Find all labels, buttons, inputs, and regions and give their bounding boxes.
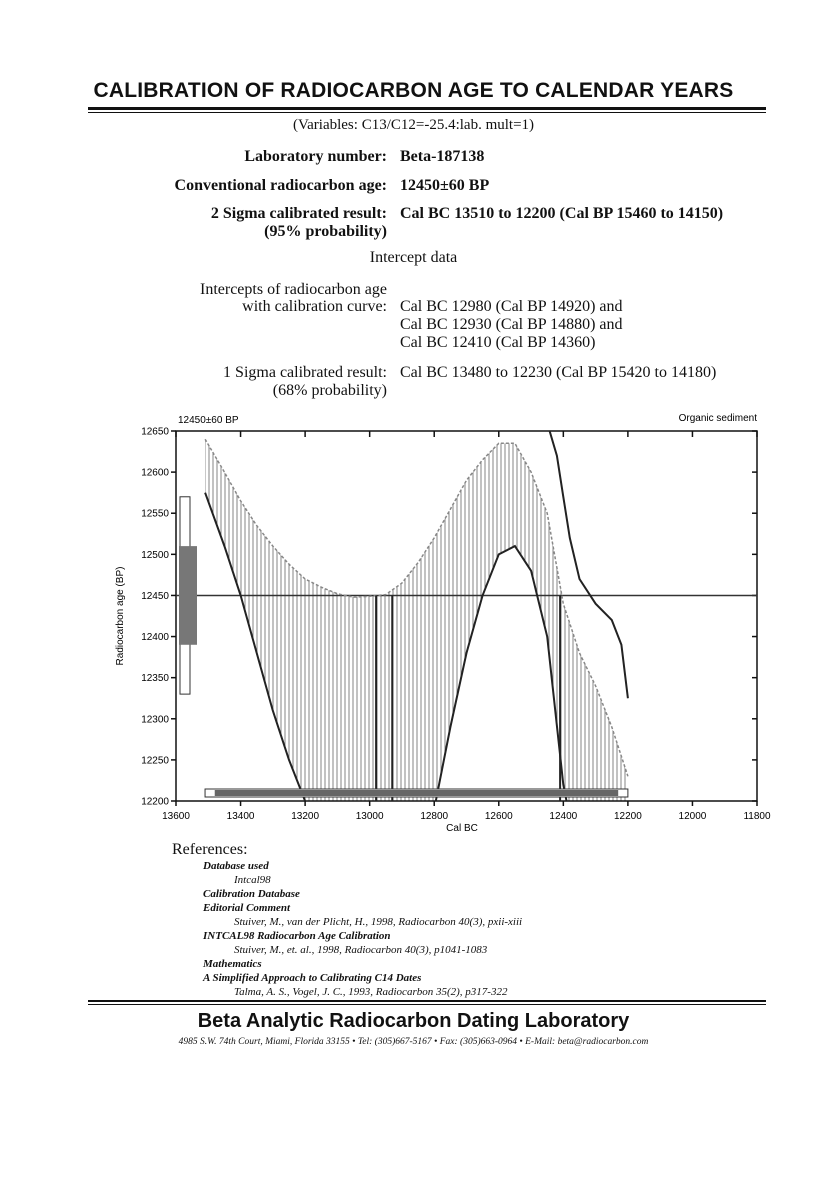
y-tick-label: 12400	[141, 632, 169, 644]
y-tick-label: 12250	[141, 755, 169, 767]
lab-number-value: Beta-187138	[400, 148, 485, 165]
chart-top-right-label: Organic sediment	[678, 413, 757, 424]
intercept-heading: Intercept data	[369, 249, 458, 266]
intercepts-label-2: with calibration curve:	[242, 298, 387, 315]
reference-line: Database used	[203, 860, 269, 872]
x-tick-label: 11800	[743, 811, 771, 822]
two-sigma-value: Cal BC 13510 to 12200 (Cal BP 15460 to 14150)	[400, 205, 724, 222]
title-rule	[88, 107, 766, 110]
calibration-chart	[0, 400, 827, 840]
footer-rule-thin	[88, 1004, 766, 1005]
y-tick-label: 12650	[141, 426, 169, 438]
y-tick-label: 12550	[141, 508, 169, 520]
conventional-age-label: Conventional radiocarbon age:	[174, 177, 387, 194]
two-sigma-label: 2 Sigma calibrated result:	[210, 205, 387, 222]
y-tick-label: 12200	[141, 796, 169, 808]
intercept-value-3: Cal BC 12410 (Cal BP 14360)	[400, 334, 596, 351]
intercepts-label-1: Intercepts of radiocarbon age	[199, 281, 387, 298]
lab-number-label: Laboratory number:	[244, 148, 387, 165]
variables-line: (Variables: C13/C12=-25.4:lab. mult=1)	[292, 117, 535, 133]
reference-line: Mathematics	[203, 958, 262, 970]
one-sigma-value: Cal BC 13480 to 12230 (Cal BP 15420 to 14180)	[400, 364, 717, 381]
intercept-value-2: Cal BC 12930 (Cal BP 14880) and	[400, 316, 623, 333]
chart-top-left-label: 12450±60 BP	[178, 415, 239, 426]
x-tick-label: 12000	[678, 811, 707, 822]
x-tick-label: 12400	[549, 811, 578, 822]
reference-line: Editorial Comment	[203, 902, 291, 914]
x-tick-label: 12200	[613, 811, 642, 822]
page-title: CALIBRATION OF RADIOCARBON AGE TO CALENDAR YEARS	[93, 79, 734, 102]
y-tick-label: 12450	[141, 590, 169, 602]
title-rule-thin	[88, 112, 766, 113]
reference-line: Stuiver, M., van der Plicht, H., 1998, Radiocarbon 40(3), pxii-xiii	[234, 916, 523, 928]
intercept-value-1: Cal BC 12980 (Cal BP 14920) and	[400, 298, 623, 315]
two-sigma-probability: (95% probability)	[264, 223, 387, 240]
reference-line: Intcal98	[234, 874, 271, 886]
lab-name: Beta Analytic Radiocarbon Dating Laboratory	[197, 1010, 630, 1032]
x-tick-label: 13000	[355, 811, 384, 822]
chart-x-axis-label: Cal BC	[446, 823, 478, 834]
references-heading: References:	[172, 841, 248, 858]
y-tick-label: 12350	[141, 673, 169, 685]
reference-line: Stuiver, M., et. al., 1998, Radiocarbon 40(3), p1041-1083	[234, 944, 488, 956]
footer-rule	[88, 1000, 766, 1002]
reference-line: A Simplified Approach to Calibrating C14 Dates	[203, 972, 422, 984]
x-tick-label: 13400	[226, 811, 255, 822]
lab-address: 4985 S.W. 74th Court, Miami, Florida 33155 • Tel: (305)667-5167 • Fax: (305)663-0964 • E-Mail: beta@radiocarbon.com	[178, 1037, 649, 1047]
one-sigma-bar	[215, 790, 618, 796]
age-one-sigma-box	[179, 546, 197, 645]
x-tick-label: 12800	[420, 811, 449, 822]
conventional-age-value: 12450±60 BP	[400, 177, 490, 194]
chart-y-axis-label: Radiocarbon age (BP)	[115, 566, 126, 666]
y-tick-label: 12500	[141, 549, 169, 561]
y-tick-label: 12300	[141, 714, 169, 726]
reference-line: Talma, A. S., Vogel, J. C., 1993, Radiocarbon 35(2), p317-322	[234, 986, 508, 998]
x-tick-label: 13600	[162, 811, 190, 822]
reference-line: INTCAL98 Radiocarbon Age Calibration	[203, 930, 391, 942]
y-tick-label: 12600	[141, 467, 169, 479]
x-tick-label: 13200	[291, 811, 320, 822]
one-sigma-label: 1 Sigma calibrated result:	[223, 364, 387, 381]
reference-line: Calibration Database	[203, 888, 300, 900]
x-tick-label: 12600	[484, 811, 513, 822]
one-sigma-probability: (68% probability)	[272, 382, 387, 399]
